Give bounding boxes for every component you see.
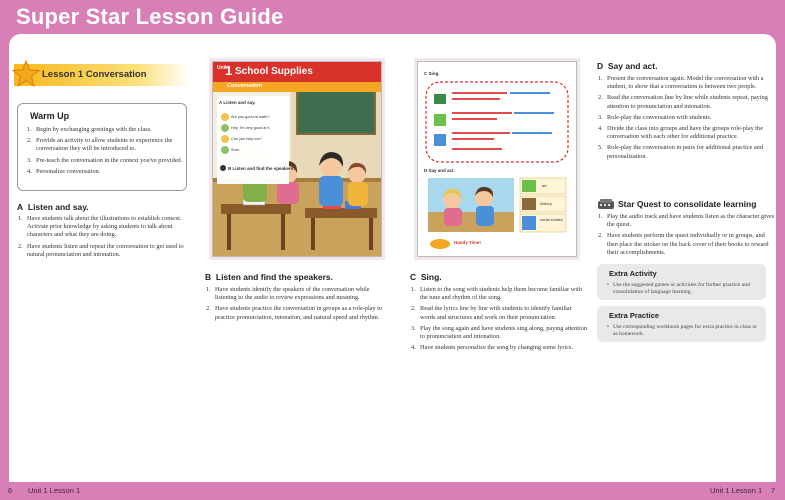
star-quest-heading (597, 198, 772, 212)
book-page-thumbnail-right (417, 61, 577, 257)
page-footer (0, 482, 785, 500)
list-item: 3. Pre-teach the conversation in the context you've provided. (27, 156, 183, 164)
list-item: 1. Have students identify the speakers of the conversation while listening to the audio to review expressions and meaning. (206, 286, 370, 302)
list-item: 1. Have students talk about the illustrations to establish context. Activate prior knowledge by asking students to talk about characters and what they are doing. (18, 215, 182, 239)
section-c-heading: C Sing. (410, 272, 442, 282)
book-tile: art (542, 183, 547, 188)
star-quest-list (597, 213, 777, 260)
book-d-label: D Say and act. (424, 168, 455, 173)
page-title: Super Star Lesson Guide (16, 4, 284, 29)
warm-up-title: Warm Up (30, 111, 70, 121)
book-b-label: B Listen and find the speakers. (228, 166, 295, 171)
list-item: 4. Have students personalize the song by changing some lyrics. (411, 344, 574, 352)
book-tag: Conversation (227, 83, 263, 89)
book-bubble: Are you good at math? (231, 115, 270, 119)
book-bubble: Hey, I'm very good at it. (231, 126, 271, 130)
warm-up-list (26, 126, 186, 179)
star-quest-title: Star Quest to consolidate learning (618, 199, 757, 209)
list-item: 3. Role-play the conversation with students. (598, 113, 712, 121)
list-item: 1. Begin by exchanging greetings with the class. (27, 126, 152, 133)
list-item: 3. Play the song again and have students sing along, paying attention to pronunciation and intonation. (411, 324, 588, 341)
extra-practice-title: Extra Practice (609, 311, 660, 320)
section-c-list (410, 286, 588, 355)
star-quest-icon (597, 198, 615, 210)
song-page-illustration (418, 62, 576, 256)
list-item: 4. Personalize conversation. (27, 167, 101, 175)
list-item: 1. Listen to the song with students help them become familiar with the tune and rhythm of the song. (411, 286, 582, 302)
section-b-heading: B Listen and find the speakers. (205, 272, 334, 282)
page-header (0, 0, 785, 34)
list-item: 2. Have students listen and repeat the conversation to get used to natural pronunciation and intonation. (18, 242, 184, 258)
section-b-list (205, 286, 390, 325)
list-item: 4. Divide the class into groups and have the groups role-play the conversation with each other for additional practice. (598, 125, 763, 141)
list-item: 2. Have students perform the quest individually or in groups, and then place the sticker on the back cover of their books to reward their accomplishments. (598, 232, 769, 256)
book-unit-label: Unit (217, 65, 227, 71)
list-item: 2. Read the lyrics line by line with students to identify familiar words and structures and work on their pronunciation. (411, 305, 572, 321)
classroom-illustration (213, 62, 381, 256)
book-tile: history (540, 201, 552, 206)
list-item: 5. Role-play the conversation in pairs for additional practice and personalization. (598, 144, 763, 160)
book-page-thumbnail-left (212, 61, 382, 257)
section-a-heading: A Listen and say. (17, 202, 89, 212)
list-item: 2. Provide an activity to allow students to experience the conversation they will be introduced to. (27, 137, 173, 153)
book-c-label: C Sing. (424, 71, 440, 76)
book-bubble: Can you help me? (231, 137, 262, 141)
lesson-banner (14, 64, 190, 86)
book-unit-title: School Supplies (235, 66, 313, 77)
book-tile: social studies (540, 218, 563, 222)
list-item: 1. Present the conversation again. Model the conversation with a student, to show that a conversation is between two people. (598, 75, 764, 91)
footer-right-label: Unit 1 Lesson 1 (710, 486, 763, 495)
list-item: 2. Read the conversation line by line while students repeat, paying attention to pronunciation and intonation. (598, 94, 768, 110)
list-item: 2. Have students practice the conversation in groups as a role-play to practice pronunciation, intonation, and natural speed and rhythm. (206, 305, 383, 321)
lesson-banner-label: Lesson 1 Conversation (42, 69, 147, 80)
book-badge: Handy Time! (454, 240, 481, 245)
extra-practice-box (597, 306, 766, 342)
book-bubble: Sure. (231, 148, 241, 152)
extra-activity-box (597, 264, 766, 300)
book-unit-number: 1 (225, 63, 233, 78)
footer-left-page-number: 6 (8, 486, 13, 495)
extra-activity-text: • Use the suggested games or activities for further practice and consolidation of language learning. (607, 282, 750, 295)
extra-activity-title: Extra Activity (609, 269, 657, 278)
footer-left-label: Unit 1 Lesson 1 (28, 486, 81, 495)
section-a-list (17, 215, 192, 262)
section-d-list (597, 75, 777, 164)
footer-right-page-number: 7 (771, 486, 776, 495)
warm-up-box (17, 103, 187, 191)
section-d-heading: D Say and act. (597, 61, 658, 71)
extra-practice-text: • Use corresponding workbook pages for extra practice in class or as homework. (607, 324, 757, 337)
star-icon (12, 60, 40, 88)
book-a-label: A Listen and say. (219, 100, 256, 105)
list-item: 1. Play the audio track and have students listen as the character gives the quest. (598, 213, 775, 229)
